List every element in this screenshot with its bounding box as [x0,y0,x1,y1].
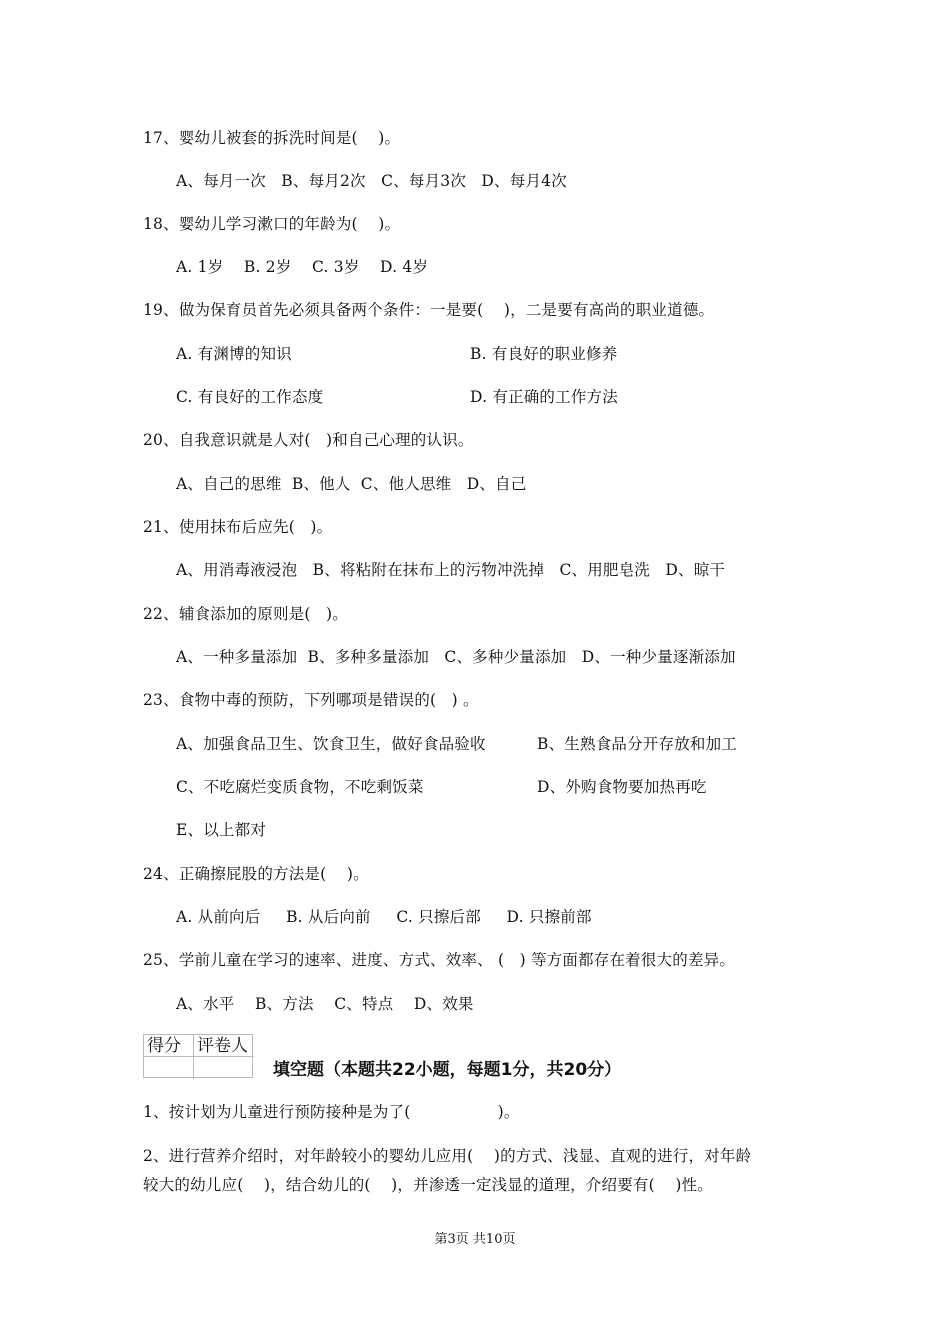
grader-cell [194,1057,254,1079]
question-19-option-b: B. 有良好的职业修养 [470,345,618,363]
question-24: 24、正确擦屁股的方法是( )。 [143,865,369,883]
question-21-options: A、用消毒液浸泡 B、将粘附在抹布上的污物冲洗掉 C、用肥皂洗 D、晾干 [176,561,726,579]
question-23-option-a: A、加强食品卫生、饮食卫生，做好食品验收 [176,735,486,753]
question-17: 17、婴幼儿被套的拆洗时间是( )。 [143,129,401,147]
fill-question-1: 1、按计划为儿童进行预防接种是为了( )。 [143,1103,520,1121]
question-18-options: A. 1岁 B. 2岁 C. 3岁 D. 4岁 [176,258,429,276]
question-23: 23、食物中毒的预防，下列哪项是错误的( ) 。 [143,691,479,709]
question-24-options: A. 从前向后 B. 从后向前 C. 只擦后部 D. 只擦前部 [176,908,592,926]
question-20-options: A、自己的思维 B、他人 C、他人思维 D、自己 [176,475,527,493]
fill-question-2-line-1: 2、进行营养介绍时，对年龄较小的婴幼儿应用( )的方式、浅显、直观的进行，对年龄 [143,1147,752,1165]
score-cell [144,1057,194,1079]
question-19-option-a: A. 有渊博的知识 [176,345,292,363]
question-23-option-e: E、以上都对 [176,821,267,839]
score-label: 得分 [144,1035,194,1057]
question-19-option-d: D. 有正确的工作方法 [470,388,618,406]
question-23-option-c: C、不吃腐烂变质食物，不吃剩饭菜 [176,778,424,796]
question-21: 21、使用抹布后应先( )。 [143,518,333,536]
question-19-option-c: C. 有良好的工作态度 [176,388,324,406]
question-20: 20、自我意识就是人对( )和自己心理的认识。 [143,431,474,449]
fill-question-2-line-2: 较大的幼儿应( )，结合幼儿的( )，并渗透一定浅显的道理，介绍要有( )性。 [143,1176,714,1194]
question-18: 18、婴幼儿学习漱口的年龄为( )。 [143,215,401,233]
question-25-options: A、水平 B、方法 C、特点 D、效果 [176,995,474,1013]
question-17-options: A、每月一次 B、每月2次 C、每月3次 D、每月4次 [176,172,567,190]
question-23-option-d: D、外购食物要加热再吃 [537,778,707,796]
question-22-options: A、一种多量添加 B、多种多量添加 C、多种少量添加 D、一种少量逐渐添加 [176,648,736,666]
grader-label: 评卷人 [194,1035,254,1057]
score-table [143,1034,253,1078]
section-title: 填空题（本题共22小题，每题1分，共20分） [273,1060,622,1080]
page-footer: 第3页 共10页 [434,1232,516,1247]
question-25: 25、学前儿童在学习的速率、进度、方式、效率、 ( ) 等方面都存在着很大的差异。 [143,951,736,969]
question-23-option-b: B、生熟食品分开存放和加工 [537,735,737,753]
question-19: 19、做为保育员首先必须具备两个条件：一是要( )，二是要有高尚的职业道德。 [143,301,715,319]
question-22: 22、辅食添加的原则是( )。 [143,605,348,623]
